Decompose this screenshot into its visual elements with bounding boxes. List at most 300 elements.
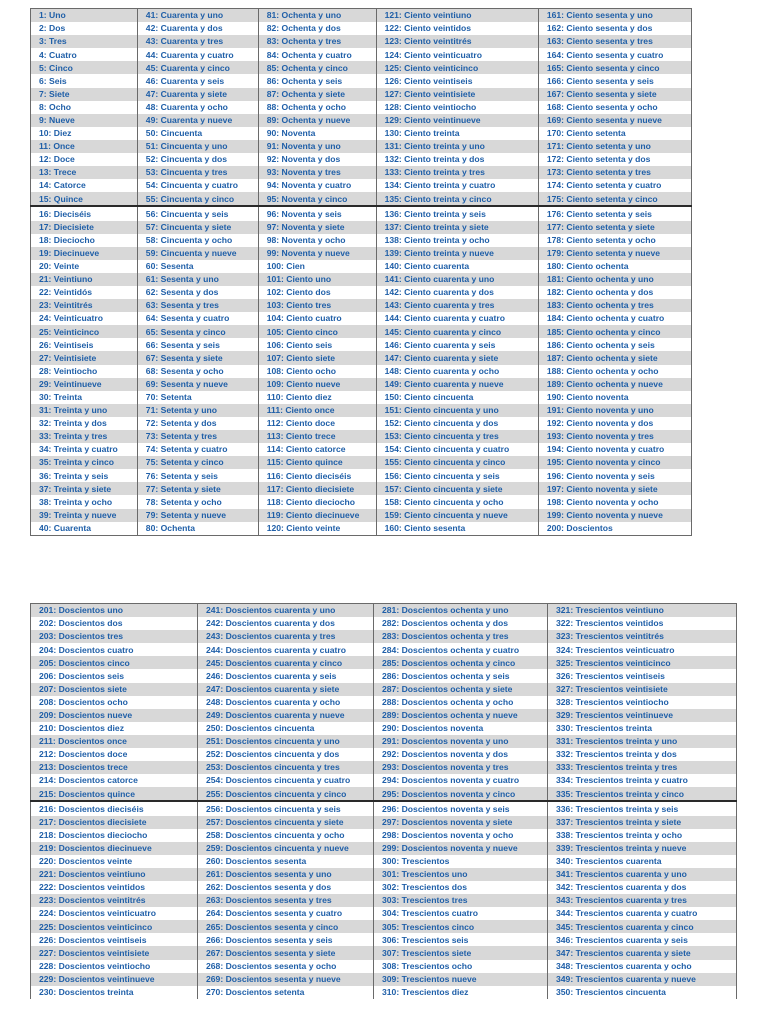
number-word-cell: 139: Ciento treinta y nueve (376, 247, 538, 260)
number-word-cell: 107: Ciento siete (258, 351, 376, 364)
number-word-cell: 29: Veintinueve (31, 378, 138, 391)
number-word-cell: 86: Ochenta y seis (258, 74, 376, 87)
number-word-cell: 77: Setenta y siete (137, 482, 258, 495)
table-row (31, 101, 692, 114)
number-word-cell: 205: Doscientos cinco (31, 656, 198, 669)
number-word-cell: 292: Doscientos noventa y dos (374, 748, 548, 761)
number-word-cell: 334: Trescientos treinta y cuatro (548, 774, 737, 787)
number-word-cell: 103: Ciento tres (258, 299, 376, 312)
number-word-cell: 211: Doscientos once (31, 735, 198, 748)
table-row (31, 234, 692, 247)
number-word-cell: 216: Doscientos dieciséis (31, 801, 198, 815)
number-word-cell: 75: Setenta y cinco (137, 456, 258, 469)
number-word-cell: 132: Ciento treinta y dos (376, 153, 538, 166)
number-word-cell: 130: Ciento treinta (376, 127, 538, 140)
number-word-cell: 181: Ciento ochenta y uno (538, 273, 691, 286)
number-word-cell: 119: Ciento diecinueve (258, 509, 376, 522)
table-row (31, 9, 692, 23)
number-word-cell: 250: Doscientos cincuenta (198, 722, 374, 735)
number-word-cell: 282: Doscientos ochenta y dos (374, 617, 548, 630)
number-word-cell: 346: Trescientos cuarenta y seis (548, 933, 737, 946)
number-word-cell: 59: Cincuenta y nueve (137, 247, 258, 260)
number-word-cell: 304: Trescientos cuatro (374, 907, 548, 920)
number-word-cell: 177: Ciento setenta y siete (538, 221, 691, 234)
number-word-cell: 259: Doscientos cincuenta y nueve (198, 842, 374, 855)
number-word-cell: 264: Doscientos sesenta y cuatro (198, 907, 374, 920)
table-row (31, 881, 737, 894)
number-word-cell: 257: Doscientos cincuenta y siete (198, 816, 374, 829)
number-word-cell: 91: Noventa y uno (258, 140, 376, 153)
table-row (31, 907, 737, 920)
number-word-cell: 192: Ciento noventa y dos (538, 417, 691, 430)
number-word-cell: 13: Trece (31, 166, 138, 179)
number-word-cell: 141: Ciento cuarenta y uno (376, 273, 538, 286)
number-word-cell: 338: Trescientos treinta y ocho (548, 829, 737, 842)
number-word-cell: 38: Treinta y ocho (31, 495, 138, 508)
number-word-cell: 246: Doscientos cuarenta y seis (198, 669, 374, 682)
number-word-cell: 62: Sesenta y dos (137, 286, 258, 299)
number-word-cell: 349: Trescientos cuarenta y nueve (548, 973, 737, 986)
number-word-cell: 175: Ciento setenta y cinco (538, 192, 691, 206)
number-word-cell: 11: Once (31, 140, 138, 153)
number-word-cell: 81: Ochenta y uno (258, 9, 376, 23)
table-row (31, 443, 692, 456)
number-word-cell: 39: Treinta y nueve (31, 509, 138, 522)
number-word-cell: 347: Trescientos cuarenta y siete (548, 946, 737, 959)
number-word-cell: 71: Setenta y uno (137, 404, 258, 417)
table-row (31, 801, 737, 815)
number-word-cell: 136: Ciento treinta y seis (376, 206, 538, 220)
number-word-cell: 310: Trescientos diez (374, 986, 548, 999)
number-word-cell: 261: Doscientos sesenta y uno (198, 868, 374, 881)
number-word-cell: 296: Doscientos noventa y seis (374, 801, 548, 815)
table-row (31, 74, 692, 87)
number-word-cell: 325: Trescientos veinticinco (548, 656, 737, 669)
table-row (31, 735, 737, 748)
number-word-cell: 41: Cuarenta y uno (137, 9, 258, 23)
number-word-cell: 33: Treinta y tres (31, 430, 138, 443)
number-word-cell: 168: Ciento sesenta y ocho (538, 101, 691, 114)
number-word-cell: 6: Seis (31, 74, 138, 87)
number-word-cell: 179: Ciento setenta y nueve (538, 247, 691, 260)
number-word-cell: 157: Ciento cincuenta y siete (376, 482, 538, 495)
table-row (31, 495, 692, 508)
number-word-cell: 290: Doscientos noventa (374, 722, 548, 735)
number-word-cell: 301: Trescientos uno (374, 868, 548, 881)
number-word-cell: 218: Doscientos dieciocho (31, 829, 198, 842)
number-word-cell: 66: Sesenta y seis (137, 338, 258, 351)
number-word-cell: 348: Trescientos cuarenta y ocho (548, 960, 737, 973)
number-word-cell: 97: Noventa y siete (258, 221, 376, 234)
number-word-cell: 27: Veintisiete (31, 351, 138, 364)
number-word-cell: 335: Trescientos treinta y cinco (548, 787, 737, 801)
number-word-cell: 19: Diecinueve (31, 247, 138, 260)
number-word-cell: 123: Ciento veintitrés (376, 35, 538, 48)
number-word-cell: 210: Doscientos diez (31, 722, 198, 735)
number-word-cell: 93: Noventa y tres (258, 166, 376, 179)
number-word-cell: 89: Ochenta y nueve (258, 114, 376, 127)
table-row (31, 643, 737, 656)
number-word-cell: 287: Doscientos ochenta y siete (374, 683, 548, 696)
number-word-cell: 253: Doscientos cincuenta y tres (198, 761, 374, 774)
number-word-cell: 332: Trescientos treinta y dos (548, 748, 737, 761)
number-word-cell: 25: Veinticinco (31, 325, 138, 338)
number-word-cell: 5: Cinco (31, 61, 138, 74)
number-word-cell: 330: Trescientos treinta (548, 722, 737, 735)
number-word-cell: 44: Cuarenta y cuatro (137, 48, 258, 61)
number-word-cell: 151: Ciento cincuenta y uno (376, 404, 538, 417)
number-word-cell: 95: Noventa y cinco (258, 192, 376, 206)
number-word-cell: 161: Ciento sesenta y uno (538, 9, 691, 23)
table-row (31, 48, 692, 61)
table-body (31, 9, 692, 536)
table-row (31, 761, 737, 774)
number-word-cell: 149: Ciento cuarenta y nueve (376, 378, 538, 391)
number-word-cell: 122: Ciento veintidos (376, 22, 538, 35)
table-row (31, 325, 692, 338)
number-word-cell: 198: Ciento noventa y ocho (538, 495, 691, 508)
number-word-cell: 22: Veintidós (31, 286, 138, 299)
number-word-cell: 56: Cincuenta y seis (137, 206, 258, 220)
number-word-cell: 105: Ciento cinco (258, 325, 376, 338)
number-word-cell: 124: Ciento veinticuatro (376, 48, 538, 61)
number-word-cell: 76: Setenta y seis (137, 469, 258, 482)
number-word-cell: 252: Doscientos cincuenta y dos (198, 748, 374, 761)
number-word-cell: 57: Cincuenta y siete (137, 221, 258, 234)
number-word-cell: 96: Noventa y seis (258, 206, 376, 220)
table-row (31, 299, 692, 312)
number-word-cell: 55: Cincuenta y cinco (137, 192, 258, 206)
number-word-cell: 188: Ciento ochenta y ocho (538, 365, 691, 378)
number-word-cell: 24: Veinticuatro (31, 312, 138, 325)
number-word-cell: 213: Doscientos trece (31, 761, 198, 774)
number-word-cell: 322: Trescientos veintidos (548, 617, 737, 630)
number-word-cell: 67: Sesenta y siete (137, 351, 258, 364)
number-word-cell: 74: Setenta y cuatro (137, 443, 258, 456)
table-row (31, 722, 737, 735)
number-word-cell: 289: Doscientos ochenta y nueve (374, 709, 548, 722)
table-row (31, 617, 737, 630)
table-row (31, 894, 737, 907)
number-word-cell: 126: Ciento veintiseis (376, 74, 538, 87)
number-word-cell: 341: Trescientos cuarenta y uno (548, 868, 737, 881)
number-word-cell: 34: Treinta y cuatro (31, 443, 138, 456)
number-word-cell: 7: Siete (31, 88, 138, 101)
number-word-cell: 309: Trescientos nueve (374, 973, 548, 986)
number-word-cell: 244: Doscientos cuarenta y cuatro (198, 643, 374, 656)
table-row (31, 22, 692, 35)
table-row (31, 351, 692, 364)
number-word-cell: 158: Ciento cincuenta y ocho (376, 495, 538, 508)
number-word-cell: 72: Setenta y dos (137, 417, 258, 430)
table-row (31, 868, 737, 881)
number-word-cell: 305: Trescientos cinco (374, 920, 548, 933)
number-word-cell: 209: Doscientos nueve (31, 709, 198, 722)
number-word-cell: 52: Cincuenta y dos (137, 153, 258, 166)
table-row (31, 960, 737, 973)
table-row (31, 221, 692, 234)
number-word-cell: 30: Treinta (31, 391, 138, 404)
number-word-cell: 214: Doscientos catorce (31, 774, 198, 787)
number-word-cell: 297: Doscientos noventa y siete (374, 816, 548, 829)
number-word-cell: 267: Doscientos sesenta y siete (198, 946, 374, 959)
number-word-cell: 146: Ciento cuarenta y seis (376, 338, 538, 351)
number-word-cell: 162: Ciento sesenta y dos (538, 22, 691, 35)
number-word-cell: 48: Cuarenta y ocho (137, 101, 258, 114)
table-row (31, 35, 692, 48)
number-word-cell: 243: Doscientos cuarenta y tres (198, 630, 374, 643)
number-word-cell: 23: Veintitrés (31, 299, 138, 312)
number-word-cell: 148: Ciento cuarenta y ocho (376, 365, 538, 378)
number-word-cell: 111: Ciento once (258, 404, 376, 417)
number-word-cell: 98: Noventa y ocho (258, 234, 376, 247)
number-word-cell: 182: Ciento ochenta y dos (538, 286, 691, 299)
table-row (31, 774, 737, 787)
number-word-cell: 150: Ciento cincuenta (376, 391, 538, 404)
number-word-cell: 201: Doscientos uno (31, 604, 198, 618)
table-row (31, 206, 692, 220)
number-word-cell: 109: Ciento nueve (258, 378, 376, 391)
number-word-cell: 256: Doscientos cincuenta y seis (198, 801, 374, 815)
number-word-cell: 245: Doscientos cuarenta y cinco (198, 656, 374, 669)
number-word-cell: 329: Trescientos veintinueve (548, 709, 737, 722)
number-word-cell: 172: Ciento setenta y dos (538, 153, 691, 166)
number-word-cell: 53: Cincuenta y tres (137, 166, 258, 179)
number-word-cell: 127: Ciento veintisiete (376, 88, 538, 101)
number-word-cell: 207: Doscientos siete (31, 683, 198, 696)
number-word-cell: 80: Ochenta (137, 522, 258, 536)
number-word-cell: 197: Ciento noventa y siete (538, 482, 691, 495)
number-word-cell: 306: Trescientos seis (374, 933, 548, 946)
number-word-cell: 266: Doscientos sesenta y seis (198, 933, 374, 946)
number-word-cell: 112: Ciento doce (258, 417, 376, 430)
number-word-cell: 153: Ciento cincuenta y tres (376, 430, 538, 443)
number-word-cell: 94: Noventa y cuatro (258, 179, 376, 192)
table-row (31, 986, 737, 999)
number-word-cell: 260: Doscientos sesenta (198, 855, 374, 868)
number-word-cell: 345: Trescientos cuarenta y cinco (548, 920, 737, 933)
number-word-cell: 251: Doscientos cincuenta y uno (198, 735, 374, 748)
number-word-cell: 229: Doscientos veintinueve (31, 973, 198, 986)
number-word-cell: 254: Doscientos cincuenta y cuatro (198, 774, 374, 787)
number-word-cell: 195: Ciento noventa y cinco (538, 456, 691, 469)
number-word-cell: 85: Ochenta y cinco (258, 61, 376, 74)
number-word-cell: 102: Ciento dos (258, 286, 376, 299)
number-word-cell: 343: Trescientos cuarenta y tres (548, 894, 737, 907)
number-word-cell: 166: Ciento sesenta y seis (538, 74, 691, 87)
number-word-cell: 167: Ciento sesenta y siete (538, 88, 691, 101)
number-word-cell: 114: Ciento catorce (258, 443, 376, 456)
table-row (31, 656, 737, 669)
number-word-cell: 163: Ciento sesenta y tres (538, 35, 691, 48)
number-word-cell: 230: Doscientos treinta (31, 986, 198, 999)
number-word-cell: 173: Ciento setenta y tres (538, 166, 691, 179)
number-word-cell: 28: Veintiocho (31, 365, 138, 378)
number-word-cell: 108: Ciento ocho (258, 365, 376, 378)
number-word-cell: 299: Doscientos noventa y nueve (374, 842, 548, 855)
number-word-cell: 268: Doscientos sesenta y ocho (198, 960, 374, 973)
number-word-cell: 224: Doscientos veinticuatro (31, 907, 198, 920)
number-word-cell: 14: Catorce (31, 179, 138, 192)
number-word-cell: 200: Doscientos (538, 522, 691, 536)
number-word-cell: 106: Ciento seis (258, 338, 376, 351)
number-word-cell: 270: Doscientos setenta (198, 986, 374, 999)
table-row (31, 973, 737, 986)
number-word-cell: 203: Doscientos tres (31, 630, 198, 643)
table-row (31, 933, 737, 946)
number-word-cell: 170: Ciento setenta (538, 127, 691, 140)
number-word-cell: 294: Doscientos noventa y cuatro (374, 774, 548, 787)
number-word-cell: 215: Doscientos quince (31, 787, 198, 801)
number-table-201-to-350 (30, 603, 737, 999)
number-word-cell: 176: Ciento setenta y seis (538, 206, 691, 220)
number-word-cell: 248: Doscientos cuarenta y ocho (198, 696, 374, 709)
number-word-cell: 15: Quince (31, 192, 138, 206)
number-word-cell: 283: Doscientos ochenta y tres (374, 630, 548, 643)
table-row (31, 417, 692, 430)
number-word-cell: 51: Cincuenta y uno (137, 140, 258, 153)
number-word-cell: 118: Ciento dieciocho (258, 495, 376, 508)
number-word-cell: 140: Ciento cuarenta (376, 260, 538, 273)
number-word-cell: 286: Doscientos ochenta y seis (374, 669, 548, 682)
number-word-cell: 247: Doscientos cuarenta y siete (198, 683, 374, 696)
table-row (31, 946, 737, 959)
table-row (31, 696, 737, 709)
number-word-cell: 83: Ochenta y tres (258, 35, 376, 48)
number-word-cell: 331: Trescientos treinta y uno (548, 735, 737, 748)
number-word-cell: 110: Ciento diez (258, 391, 376, 404)
number-word-cell: 183: Ciento ochenta y tres (538, 299, 691, 312)
table-row (31, 709, 737, 722)
number-word-cell: 194: Ciento noventa y cuatro (538, 443, 691, 456)
table-row (31, 338, 692, 351)
number-word-cell: 101: Ciento uno (258, 273, 376, 286)
number-word-cell: 117: Ciento diecisiete (258, 482, 376, 495)
table-row (31, 456, 692, 469)
number-word-cell: 263: Doscientos sesenta y tres (198, 894, 374, 907)
table-row (31, 522, 692, 536)
number-word-cell: 226: Doscientos veintiseis (31, 933, 198, 946)
number-word-cell: 36: Treinta y seis (31, 469, 138, 482)
number-word-cell: 337: Trescientos treinta y siete (548, 816, 737, 829)
number-word-cell: 99: Noventa y nueve (258, 247, 376, 260)
table-row (31, 604, 737, 618)
number-word-cell: 54: Cincuenta y cuatro (137, 179, 258, 192)
number-word-cell: 65: Sesenta y cinco (137, 325, 258, 338)
number-word-cell: 308: Trescientos ocho (374, 960, 548, 973)
table-row (31, 816, 737, 829)
table-row (31, 842, 737, 855)
number-word-cell: 217: Doscientos diecisiete (31, 816, 198, 829)
number-word-cell: 159: Ciento cincuenta y nueve (376, 509, 538, 522)
number-word-cell: 21: Veintiuno (31, 273, 138, 286)
number-word-cell: 84: Ochenta y cuatro (258, 48, 376, 61)
number-word-cell: 222: Doscientos veintidos (31, 881, 198, 894)
number-word-cell: 302: Trescientos dos (374, 881, 548, 894)
number-word-cell: 128: Ciento veintiocho (376, 101, 538, 114)
table-row (31, 365, 692, 378)
table-row (31, 88, 692, 101)
number-word-cell: 281: Doscientos ochenta y uno (374, 604, 548, 618)
table-row (31, 787, 737, 801)
table-row (31, 179, 692, 192)
number-word-cell: 228: Doscientos veintiocho (31, 960, 198, 973)
number-word-cell: 262: Doscientos sesenta y dos (198, 881, 374, 894)
number-word-cell: 199: Ciento noventa y nueve (538, 509, 691, 522)
number-word-cell: 326: Trescientos veintiseis (548, 669, 737, 682)
number-word-cell: 178: Ciento setenta y ocho (538, 234, 691, 247)
table-row (31, 153, 692, 166)
number-word-cell: 61: Sesenta y uno (137, 273, 258, 286)
table-row (31, 669, 737, 682)
number-word-cell: 147: Ciento cuarenta y siete (376, 351, 538, 364)
number-word-cell: 154: Ciento cincuenta y cuatro (376, 443, 538, 456)
number-word-cell: 265: Doscientos sesenta y cinco (198, 920, 374, 933)
number-word-cell: 350: Trescientos cincuenta (548, 986, 737, 999)
number-word-cell: 40: Cuarenta (31, 522, 138, 536)
number-word-cell: 300: Trescientos (374, 855, 548, 868)
number-word-cell: 171: Ciento setenta y uno (538, 140, 691, 153)
table-row (31, 127, 692, 140)
number-word-cell: 87: Ochenta y siete (258, 88, 376, 101)
number-word-cell: 79: Setenta y nueve (137, 509, 258, 522)
number-word-cell: 73: Setenta y tres (137, 430, 258, 443)
table-row (31, 192, 692, 206)
table-row (31, 312, 692, 325)
table-row (31, 829, 737, 842)
number-word-cell: 144: Ciento cuarenta y cuatro (376, 312, 538, 325)
number-word-cell: 113: Ciento trece (258, 430, 376, 443)
number-word-cell: 206: Doscientos seis (31, 669, 198, 682)
number-word-cell: 336: Trescientos treinta y seis (548, 801, 737, 815)
number-word-cell: 269: Doscientos sesenta y nueve (198, 973, 374, 986)
number-word-cell: 68: Sesenta y ocho (137, 365, 258, 378)
number-word-cell: 307: Trescientos siete (374, 946, 548, 959)
number-word-cell: 241: Doscientos cuarenta y uno (198, 604, 374, 618)
number-word-cell: 45: Cuarenta y cinco (137, 61, 258, 74)
number-word-cell: 63: Sesenta y tres (137, 299, 258, 312)
number-word-cell: 189: Ciento ochenta y nueve (538, 378, 691, 391)
number-word-cell: 1: Uno (31, 9, 138, 23)
number-word-cell: 193: Ciento noventa y tres (538, 430, 691, 443)
table-row (31, 260, 692, 273)
number-word-cell: 285: Doscientos ochenta y cinco (374, 656, 548, 669)
table-row (31, 273, 692, 286)
number-word-cell: 156: Ciento cincuenta y seis (376, 469, 538, 482)
number-word-cell: 208: Doscientos ocho (31, 696, 198, 709)
number-word-cell: 242: Doscientos cuarenta y dos (198, 617, 374, 630)
table-row (31, 391, 692, 404)
number-word-cell: 152: Ciento cincuenta y dos (376, 417, 538, 430)
table-row (31, 61, 692, 74)
number-word-cell: 155: Ciento cincuenta y cinco (376, 456, 538, 469)
number-word-cell: 18: Dieciocho (31, 234, 138, 247)
number-word-cell: 321: Trescientos veintiuno (548, 604, 737, 618)
number-word-cell: 327: Trescientos veintisiete (548, 683, 737, 696)
number-word-cell: 120: Ciento veinte (258, 522, 376, 536)
number-word-cell: 160: Ciento sesenta (376, 522, 538, 536)
number-word-cell: 133: Ciento treinta y tres (376, 166, 538, 179)
number-word-cell: 303: Trescientos tres (374, 894, 548, 907)
number-word-cell: 293: Doscientos noventa y tres (374, 761, 548, 774)
number-word-cell: 333: Trescientos treinta y tres (548, 761, 737, 774)
number-word-cell: 225: Doscientos veinticinco (31, 920, 198, 933)
number-word-cell: 16: Dieciséis (31, 206, 138, 220)
number-word-cell: 221: Doscientos veintiuno (31, 868, 198, 881)
number-word-cell: 88: Ochenta y ocho (258, 101, 376, 114)
number-word-cell: 46: Cuarenta y seis (137, 74, 258, 87)
number-word-cell: 42: Cuarenta y dos (137, 22, 258, 35)
